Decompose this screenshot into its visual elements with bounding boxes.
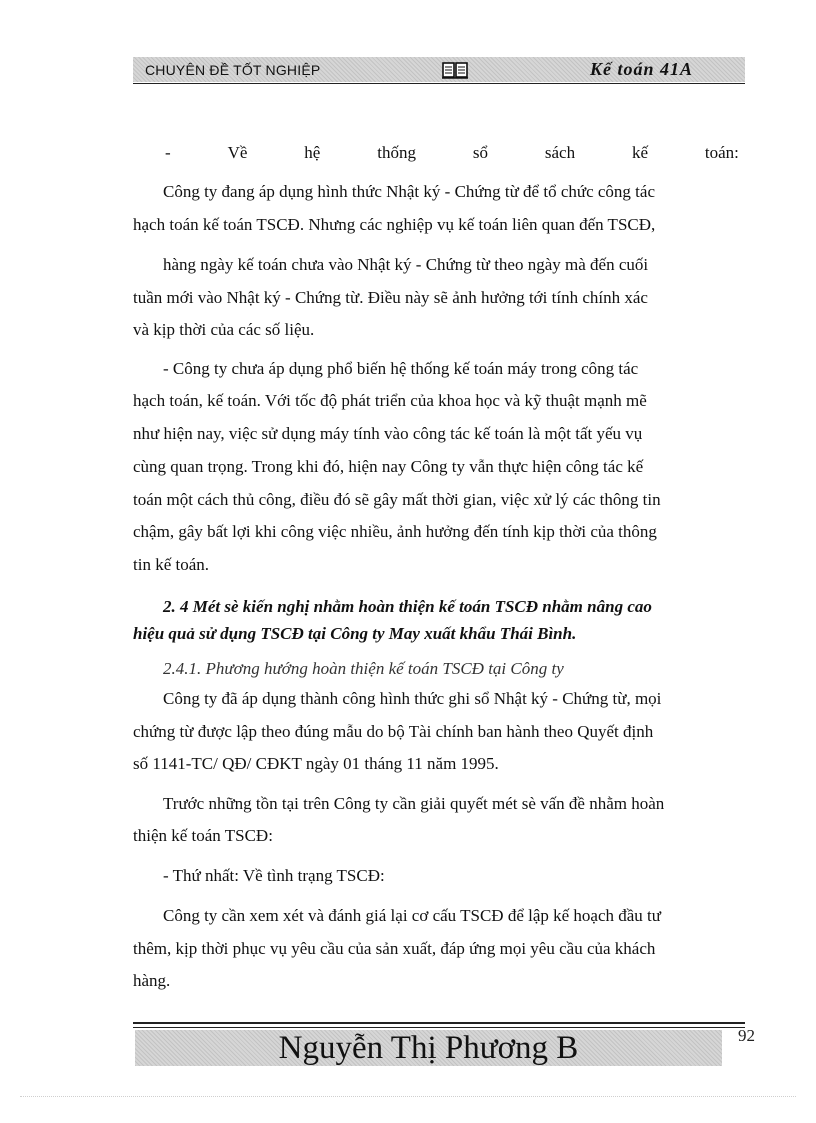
word: - (165, 143, 171, 162)
paragraph-line: Công ty đã áp dụng thành công hình thức ghi sổ Nhật ký - Chứng từ, mọi (163, 689, 662, 708)
page-number: 92 (738, 1026, 755, 1045)
header-divider (133, 83, 745, 84)
word: sách (544, 143, 576, 162)
paragraph-line: Công ty đang áp dụng hình thức Nhật ký - Chứng từ để tổ chức công tác (163, 182, 655, 201)
paragraph-line: thêm, kịp thời phục vụ yêu cầu của sản xuất, đáp ứng mọi yêu cầu của khách (133, 939, 656, 958)
subsection-heading: 2.4.1. Phương hướng hoàn thiện kế toán TSCĐ tại Công ty (163, 659, 564, 678)
paragraph-line: Trước những tồn tại trên Công ty cần giải quyết mét sè vấn đề nhằm hoàn (163, 794, 665, 813)
footer-banner (135, 1030, 722, 1066)
paragraph-line: hàng. (133, 971, 171, 990)
page-header (133, 57, 745, 82)
word: hệ (304, 143, 321, 162)
paragraph-line: chứng từ được lập theo đúng mẫu do bộ Tài chính ban hành theo Quyết định (133, 722, 654, 741)
paragraph-line: tin kế toán. (133, 555, 210, 574)
bullet-accounting-books (165, 143, 739, 163)
footer-divider-thin (133, 1027, 745, 1028)
paragraph-line: - Thứ nhất: Về tình trạng TSCĐ: (163, 866, 385, 885)
paragraph-line: như hiện nay, việc sử dụng máy tính vào công tác kế toán là một tất yếu vụ (133, 424, 643, 443)
paragraph-line: và kịp thời của các số liệu. (133, 320, 315, 339)
section-heading: 2. 4 Mét sè kiến nghị nhằm hoàn thiện kế toán TSCĐ nhằm nâng cao (163, 597, 652, 616)
paragraph-line: hạch toán, kế toán. Với tốc độ phát triển của khoa học và kỹ thuật mạnh mẽ (133, 391, 647, 410)
word: Về (227, 143, 248, 162)
page-bottom-border (20, 1096, 796, 1097)
footer-divider (133, 1022, 745, 1024)
word: kế (631, 143, 649, 162)
paragraph-line: toán một cách thủ công, điều đó sẽ gây mất thời gian, việc xử lý các thông tin (133, 490, 661, 509)
paragraph-line: Công ty cần xem xét và đánh giá lại cơ cấu TSCĐ để lập kế hoạch đầu tư (163, 906, 661, 925)
paragraph-line: số 1141-TC/ QĐ/ CĐKT ngày 01 tháng 11 năm 1995. (133, 754, 499, 773)
header-title: CHUYÊN ĐỀ TỐT NGHIỆP (145, 62, 321, 78)
paragraph-line: cùng quan trọng. Trong khi đó, hiện nay Công ty vẫn thực hiện công tác kế (133, 457, 644, 476)
header-course: Kế toán 41A (589, 59, 693, 79)
paragraph-line: - Công ty chưa áp dụng phổ biến hệ thống kế toán máy trong công tác (163, 359, 639, 378)
author-name: Nguyễn Thị Phương B (278, 1030, 579, 1066)
word: toán: (704, 143, 739, 162)
word: sổ (472, 143, 488, 162)
paragraph-line: tuần mới vào Nhật ký - Chứng từ. Điều này sẽ ảnh hưởng tới tính chính xác (133, 288, 648, 307)
section-heading: hiệu quả sử dụng TSCĐ tại Công ty May xuất khẩu Thái Bình. (133, 624, 577, 643)
paragraph-line: chậm, gây bất lợi khi công việc nhiều, ảnh hưởng đến tính kịp thời của thông (133, 522, 657, 541)
paragraph-line: hạch toán kế toán TSCĐ. Nhưng các nghiệp vụ kế toán liên quan đến TSCĐ, (133, 215, 656, 234)
paragraph-line: hàng ngày kế toán chưa vào Nhật ký - Chứng từ theo ngày mà đến cuối (163, 255, 649, 274)
book-icon (442, 61, 468, 79)
paragraph-line: thiện kế toán TSCĐ: (133, 826, 273, 845)
word: thống (377, 143, 416, 162)
